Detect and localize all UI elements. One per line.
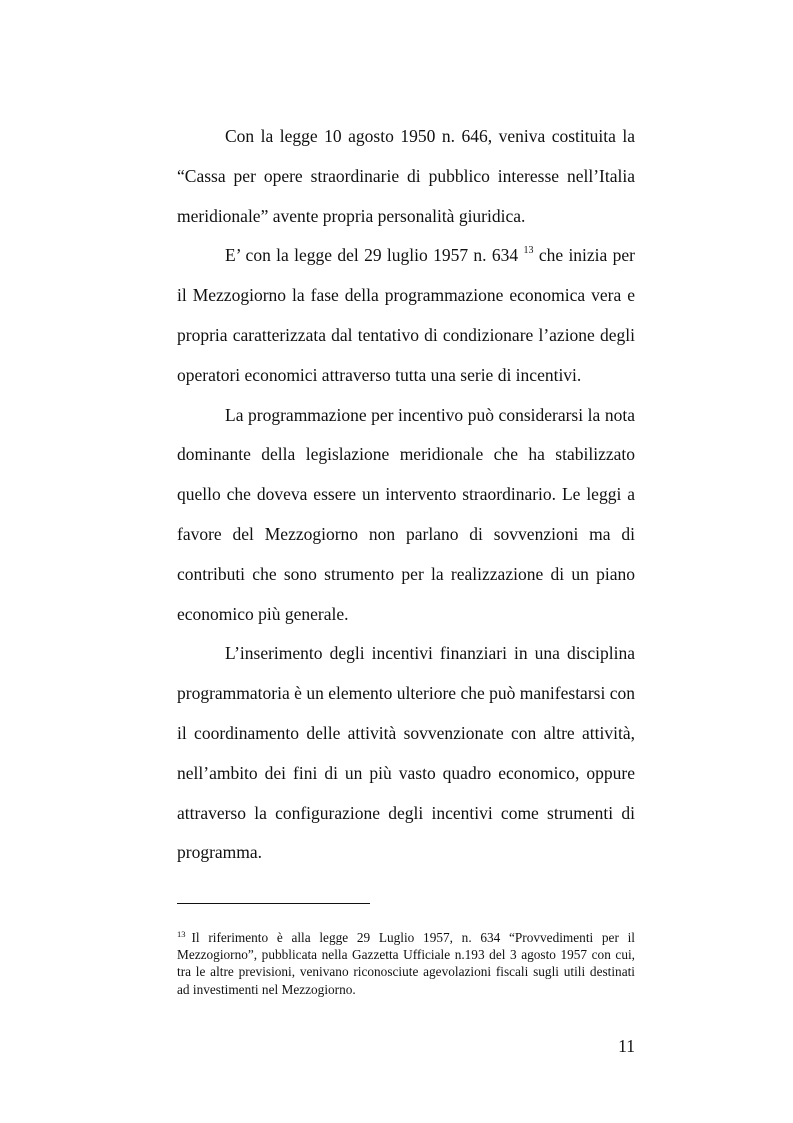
paragraph-4: L’inserimento degli incentivi finanziari in una disciplina programmatoria è un elemento ulteriore che può manifestarsi con il coordinamento delle attività sovvenzionate con altre attività, nell’ambito dei fini di un più vasto quadro economico, oppure attraverso la configurazione degli incentivi come strumenti di programma. [177,643,635,863]
body-text [177,117,635,873]
footnote-separator [177,903,370,904]
footnote-number: 13 [177,929,186,939]
footnote [177,929,635,998]
paragraph-2-text-continued: che inizia per il Mezzogiorno la fase della programmazione economica vera e propria caratterizzata dal tentativo di condizionare l’azione degli operatori economici attraverso tutta una serie di incentivi. [177,245,635,385]
paragraph-2-text: E’ con la legge del 29 luglio 1957 n. 634 [225,245,519,266]
paragraph-3: La programmazione per incentivo può considerarsi la nota dominante della legislazione meridionale che ha stabilizzato quello che doveva essere un intervento straordinario. Le leggi a favore del Mezzogiorno non parlano di sovvenzioni ma di contributi che sono strumento per la realizzazione di un piano economico più generale. [177,404,635,624]
page-number: 11 [618,1036,635,1056]
footnote-reference[interactable]: 13 [523,245,534,257]
paragraph-1: Con la legge 10 agosto 1950 n. 646, veniva costituita la “Cassa per opere straordinarie di pubblico interesse nell’Italia meridionale” avente propria personalità giuridica. [177,126,635,226]
footnote-text: Il riferimento è alla legge 29 Luglio 1957, n. 634 “Provvedimenti per il Mezzogiorno”, pubblicata nella Gazzetta Ufficiale n.193 del 3 agosto 1957 con cui, tra le altre previsioni, venivano riconosciute agevolazioni fiscali sugli utili destinati ad investimenti nel Mezzogiorno. [177,930,635,997]
paragraph-2 [177,236,635,395]
